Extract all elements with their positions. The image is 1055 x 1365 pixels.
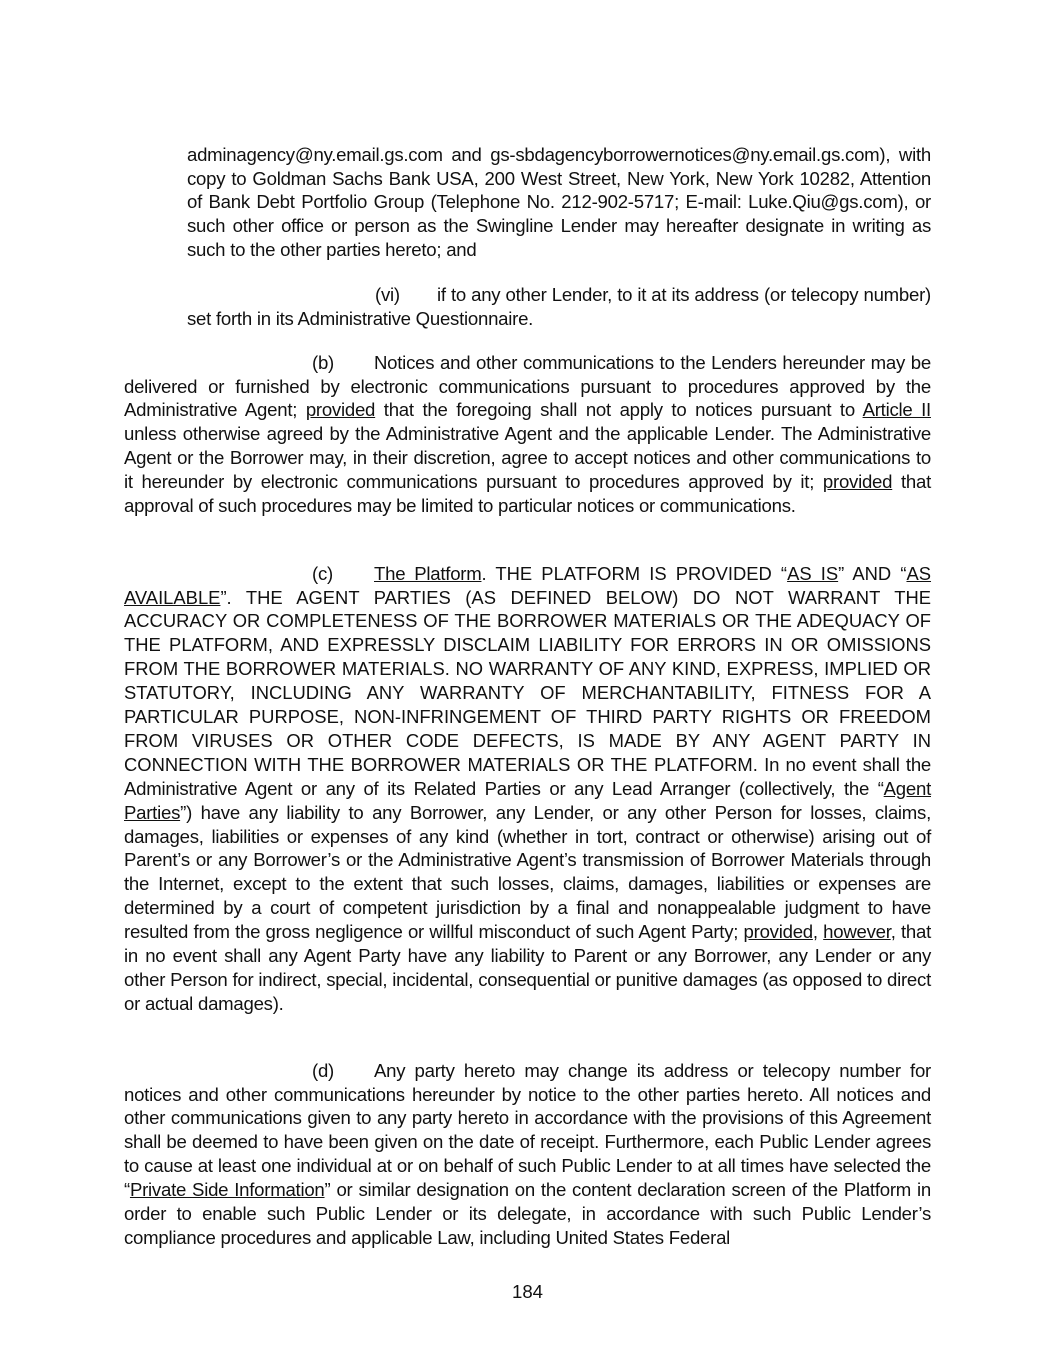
clause-c-text-6: , <box>812 921 824 943</box>
clause-c-caps-1: . THE PLATFORM IS PROVIDED “ <box>481 562 788 584</box>
clause-vi <box>187 283 931 331</box>
clause-b-provided-1: provided <box>305 399 376 421</box>
clause-d-text-2: ” or similar designation on the content declaration screen of the Platform in order to enable such Public Lender or its delegate, in accordance with such Public Lender’s compliance procedures and applicable Law, including United States Federal <box>124 1179 931 1248</box>
clause-c-text-4: In no event shall the Administrative Agent or any of its Related Parties or any Lead Arranger (collectively, the “ <box>124 753 932 799</box>
clause-b-text-3: unless otherwise agreed by the Administrative Agent and the applicable Lender. The Administrative Agent or the Borrower may, in their discretion, agree to accept notices and other communications to it hereunder by electronic communications pursuant to procedures approved by it; <box>124 423 931 493</box>
email-continuation-paragraph: adminagency@ny.email.gs.com and gs-sbdagencyborrowernotices@ny.email.gs.com), with copy to Goldman Sachs Bank USA, 200 West Street, New York, New York 10282, Attention of Bank Debt Portfolio Group (Telephone No. 212-902-5717; E-mail: Luke.Qiu@gs.com), or such other office or person as the Swingline Lender may hereafter designate in writing as such to the other parties hereto; and <box>187 143 931 261</box>
clause-vi-label: (vi) <box>375 283 400 305</box>
page-number: 184 <box>511 1281 544 1302</box>
clause-d-label: (d) <box>312 1059 334 1081</box>
clause-c-text-7: , that in no event shall any Agent Party have any liability to Parent or any Borrower, any Lender or any other Person for indirect, special, incidental, consequential or punitive damages (as opposed to direct or actual damages). <box>124 921 931 1014</box>
clause-d-text-1: Any party hereto may change its address or telecopy number for notices and other communications hereunder by notice to the other parties hereto. All notices and other communications given to any party hereto in accordance with the provisions of this Agreement shall be deemed to have been given on the date of receipt. Furthermore, each Public Lender agrees to cause at least one individual at or on behalf of such Public Lender to at all times have selected the “ <box>124 1059 931 1201</box>
clause-c-provided: provided <box>743 921 813 943</box>
clause-b <box>124 351 931 518</box>
clause-vi-text: if to any other Lender, to it at its address (or telecopy number) set forth in its Administrative Questionnaire. <box>187 283 931 329</box>
clause-d-private-side-information: Private Side Information <box>129 1179 325 1201</box>
clause-c-caps-2: ” AND “ <box>838 562 907 584</box>
clause-c-disclaimer: ”. THE AGENT PARTIES (AS DEFINED BELOW) DO NOT WARRANT THE ACCURACY OR COMPLETENESS OF THE BORROWER MATERIALS OR THE ADEQUACY OF THE PLATFORM, AND EXPRESSLY DISCLAIM LIABILITY FOR ERRORS IN OR OMISSIONS FROM THE BORROWER MATERIALS. NO WARRANTY OF ANY KIND, EXPRESS, IMPLIED OR STATUTORY, INCLUDING ANY WARRANTY OF MERCHANTABILITY, FITNESS FOR A PARTICULAR PURPOSE, NON-INFRINGEMENT OF THIRD PARTY RIGHTS OR FREEDOM FROM VIRUSES OR OTHER CODE DEFECTS, IS MADE BY ANY AGENT PARTY IN CONNECTION WITH THE BORROWER MATERIALS OR THE PLATFORM. <box>124 586 931 775</box>
clause-b-text-4: that approval of such procedures may be limited to particular notices or communications. <box>124 471 931 517</box>
clause-b-provided-2: provided <box>822 471 893 493</box>
clause-c-however: however <box>823 921 891 943</box>
clause-c-as-is: AS IS <box>787 562 839 584</box>
clause-c <box>124 562 931 1016</box>
clause-b-label: (b) <box>312 351 334 373</box>
clause-b-article-ii-ref: Article II <box>862 399 931 421</box>
clause-c-label: (c) <box>312 562 333 584</box>
clause-b-text-1: Notices and other communications to the Lenders hereunder may be delivered or furnished by electronic communications pursuant to procedures approved by the Administrative Agent; <box>124 351 931 421</box>
clause-c-text-5: ”) have any liability to any Borrower, any Lender, or any other Person for losses, claims, damages, liabilities or expenses of any kind (whether in tort, contract or otherwise) arising out of Parent’s or any Borrower’s or the Administrative Agent’s transmission of Borrower Materials through the Internet, except to the extent that such losses, claims, damages, liabilities or expenses are determined by a court of competent jurisdiction by a final and nonappealable judgment to have resulted from the gross negligence or willful misconduct of such Agent Party; <box>124 801 931 943</box>
clause-d <box>124 1059 931 1250</box>
clause-c-as-available: AS AVAILABLE <box>124 562 932 608</box>
clause-c-heading: The Platform <box>374 562 482 584</box>
clause-b-text-2: that the foregoing shall not apply to notices pursuant to <box>375 399 863 421</box>
clause-c-agent-parties: Agent Parties <box>124 777 931 823</box>
